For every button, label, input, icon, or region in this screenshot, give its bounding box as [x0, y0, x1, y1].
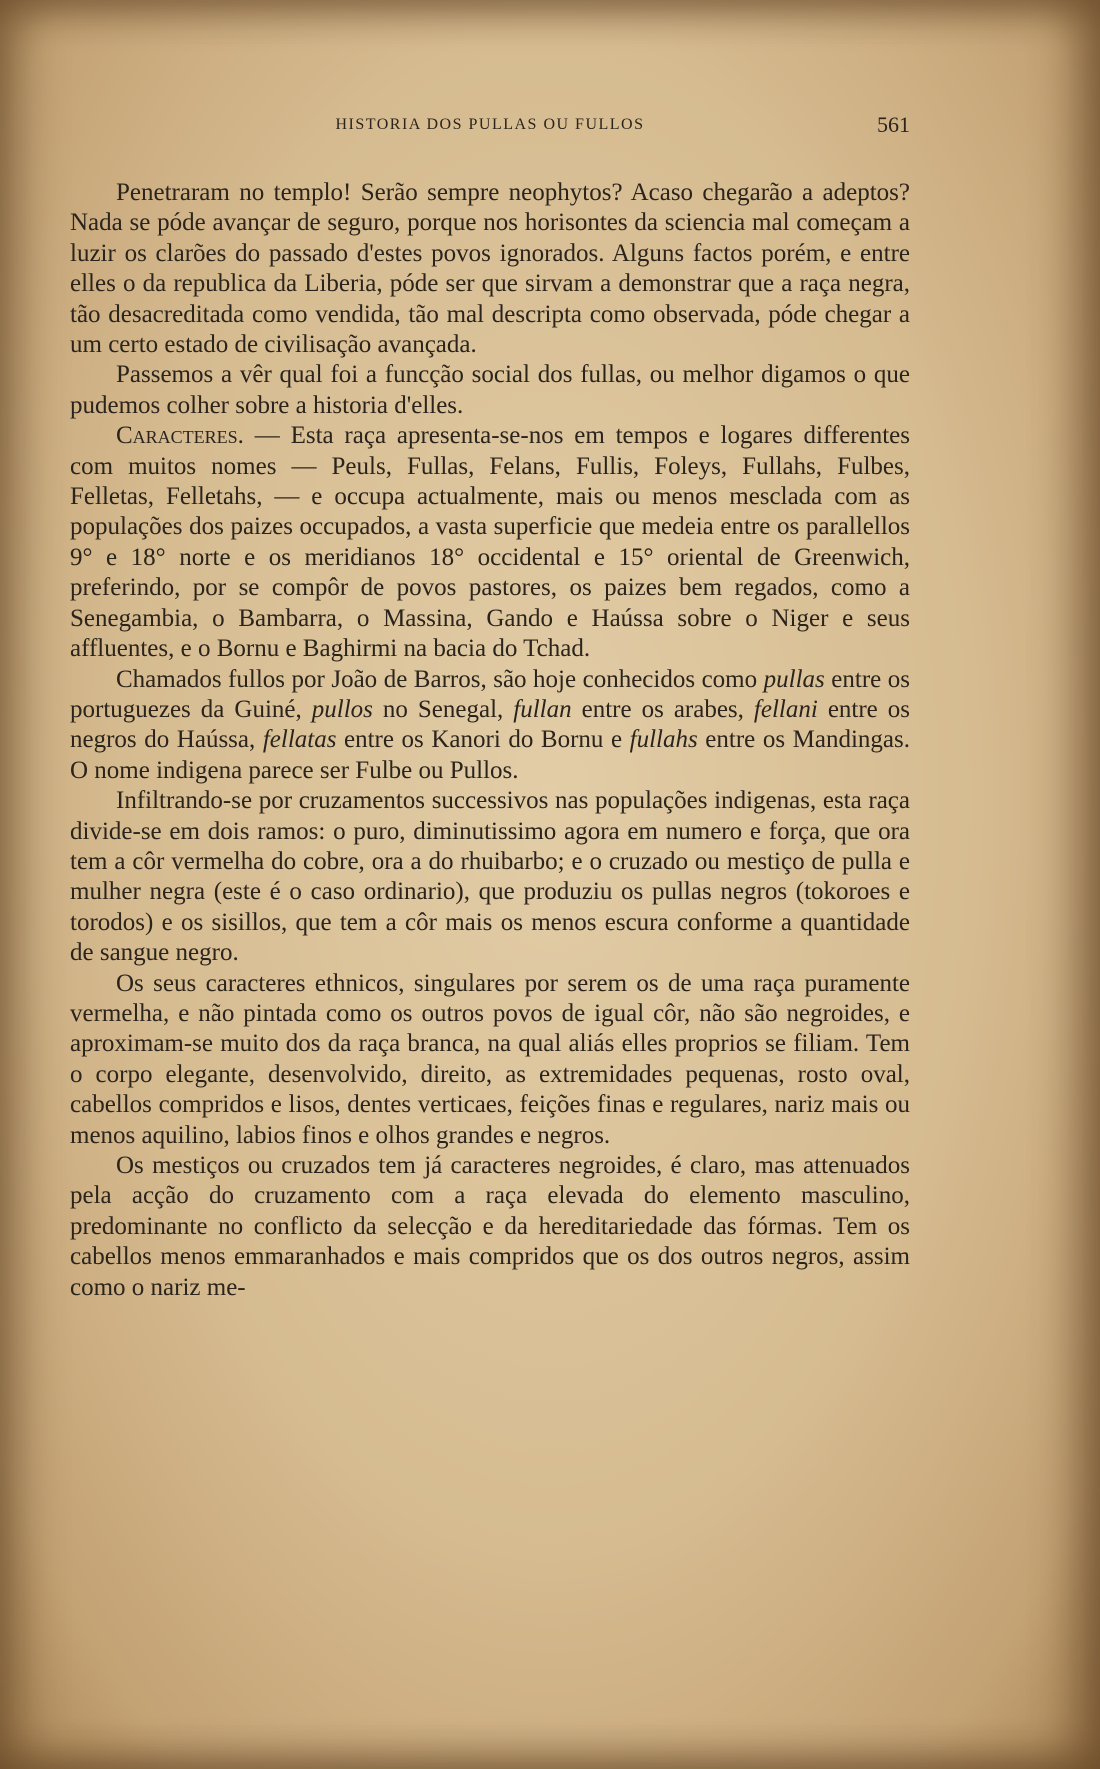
term-fullan: fullan — [513, 695, 572, 723]
paragraph-3-text: — Esta raça apresenta-se-nos em tempos e logares differentes com muitos nomes — Peuls, Fullas, Felans, Fullis, Foleys, Fullahs, Fulbes, Felletas, Felletahs, — e occupa actualmente, mais ou menos mesclada com as populações dos paizes occupados, a vasta superficie que medeia entre os parallellos 9° e 18° norte e os meridianos 18° occidental e 15° oriental de Greenwich, preferindo, por se compôr de povos pastores, os paizes bem regados, como a Senegambia, o Bambarra, o Massina, Gando e Haússa sobre o Niger e seus affluentes, e o Bornu e Baghirmi na bacia do Tchad. — [70, 422, 910, 663]
p4-text-4: entre os arabes, — [571, 695, 754, 723]
p4-text-3: no Senegal, — [372, 695, 514, 723]
running-title: HISTORIA DOS PULLAS OU FULLOS — [335, 116, 645, 133]
term-fullahs: fullahs — [629, 726, 698, 754]
section-heading-caracteres: Caracteres. — [116, 422, 244, 450]
term-pullas: pullas — [763, 665, 825, 693]
p4-text-7: entre os Mandingas. O nome indigena parece ser Fulbe ou Pullos. — [70, 726, 910, 784]
term-fellatas: fellatas — [262, 726, 337, 754]
term-pullos: pullos — [311, 695, 373, 723]
term-fellani: fellani — [753, 695, 818, 723]
page-header — [70, 112, 910, 142]
paragraph-5: Infiltrando-se por cruzamentos successivos nas populações indigenas, esta raça divide-se em dois ramos: o puro, diminutissimo agora em numero e força, que ora tem a côr vermelha do cobre, ora a do rhuibarbo; e o cruzado ou mestiço de pulla e mulher negra (este é o caso ordinario), que produziu os pullas negros (tokoroes e torodos) e os sisillos, que tem a côr mais os menos escura conforme a quantidade de sangue negro. — [70, 787, 910, 967]
paragraph-1: Penetraram no templo! Serão sempre neophytos? Acaso chegarão a adeptos? Nada se póde avançar de seguro, porque nos horisontes da sciencia mal começam a luzir os clarões do passado d'estes povos ignorados. Alguns factos porém, e entre elles o da republica da Liberia, póde ser que sirvam a demonstrar que a raça negra, tão desacreditada como vendida, tão mal descripta como observada, póde chegar a um certo estado de civilisação avançada. — [70, 179, 910, 359]
paragraph-2: Passemos a vêr qual foi a funcção social dos fullas, ou melhor digamos o que pudemos colher sobre a historia d'elles. — [70, 361, 910, 419]
p4-text-5: entre os negros do Haússa, — [70, 695, 911, 754]
p4-text-6: entre os Kanori do Bornu e — [336, 726, 630, 754]
body-text — [70, 178, 910, 1303]
paragraph-7: Os mestiços ou cruzados tem já caracteres negroides, é claro, mas attenuados pela acção do cruzamento com a raça elevada do elemento masculino, predominante no conflicto da selecção e da hereditariedade das fórmas. Tem os cabellos menos emmaranhados e mais compridos que os dos outros negros, assim como o nariz me- — [70, 1152, 910, 1301]
paragraph-6: Os seus caracteres ethnicos, singulares por serem os de uma raça puramente vermelha, e não pintada como os outros povos de igual côr, não são negroides, e aproximam-se muito dos da raça branca, na qual aliás elles proprios se filiam. Tem o corpo elegante, desenvolvido, direito, as extremidades pequenas, rosto oval, cabellos compridos e lisos, dentes verticaes, feições finas e regulares, nariz mais ou menos aquilino, labios finos e olhos grandes e negros. — [70, 969, 910, 1149]
paragraph-4 — [70, 665, 910, 787]
paragraph-3 — [70, 421, 910, 664]
p4-text-2: entre os portuguezes da Guiné, — [70, 665, 910, 723]
p4-text-1: Chamados fullos por João de Barros, são hoje conhecidos como — [116, 665, 764, 693]
page-number: 561 — [877, 112, 910, 137]
